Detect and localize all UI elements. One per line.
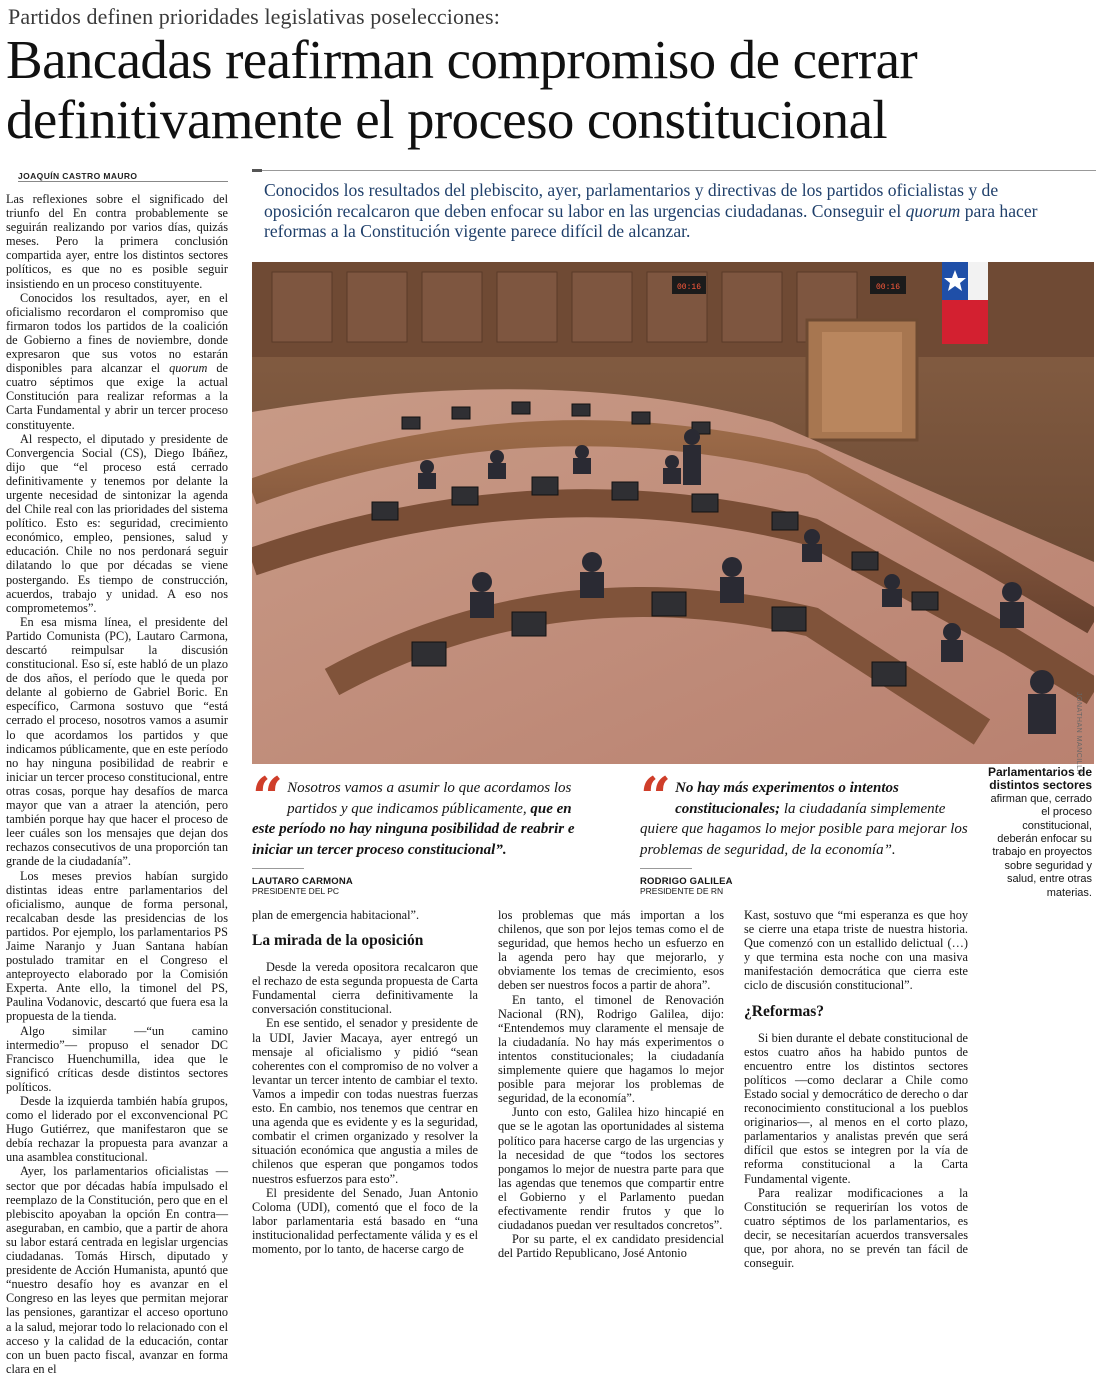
paragraph: Ayer, los parlamentarios oficialistas —sector que por décadas había impulsado el reemplazo de la Constitución, pero que en el plebiscito apoyaban la opción En contra— aseguraban, en cambio, que a partir de ahora su labor estará centrada en legislar urgencias ciudadanas. Tomás Hirsch, diputado y presidente de Acción Humanista, apuntó que “nuestro desafío hoy es avanzar en el Congreso en las leyes que permitan mejorar las pensiones, garantizar el acceso oportuno a la salud, mejorar todo lo relacionado con el acceso y la calidad de la educación, contar con un buen pacto fiscal, avanzar en forma clara en el [6,1164,228,1376]
paragraph: Algo similar —“un camino intermedio”— propuso el senador DC Francisco Huenchumilla, idea que le significó críticas desde distintos sectores políticos. [6,1023,228,1094]
paragraph: Desde la izquierda también había grupos, como el liderado por el exconvencional PC Hugo Gutiérrez, que manifestaron que se debía rechazar la propuesta para avanzar a una asamblea constitucional. [6,1094,228,1165]
quote-mark-icon: “ [640,765,672,829]
article-column-4 [744,908,968,1270]
caption-title: Parlamentarios de distintos sectores [987,765,1092,793]
paragraph: Por su parte, el ex candidato presidencial del Partido Republicano, José Antonio [498,1232,724,1261]
paragraph: Desde la vereda opositora recalcaron que el rechazo de esta segunda propuesta de Carta Fundamental cierra definitivamente la conversación constitucional. [252,960,478,1017]
article-column-2 [252,908,478,1256]
paragraph: Conocidos los resultados, ayer, en el oficialismo recordaron el compromiso que firmaron todos los partidos de la coalición de Gobierno a fines de noviembre, donde expresaron que sus votos no estarán disponibles para alcanzar el quorum de cuatro séptimos que exige la actual Constitución para realizar reformas a la Carta Fundamental y abrir un tercer proceso constituyente. [6,290,228,432]
quote-attribution-carmona: LAUTARO CARMONA PRESIDENTE DEL PC [252,876,353,896]
paragraph: Al respecto, el diputado y presidente de Convergencia Social (CS), Diego Ibáñez, dijo que “el proceso está cerrado definitivamente y tenemos por delante la urgente necesidad de sintonizar la agenda del Chile real con las prioridades del sistema político. Esto es: seguridad, crecimiento económico, empleo, pensiones, salud y educación. Chile no nos perdonará seguir dilatando lo que por décadas se viene postergando. Es tiempo de construcción, acuerdos, trabajo y unidad. A eso nos comprometemos”. [6,431,228,615]
paragraph: los problemas que más importan a los chilenos, que son por lejos temas como el de seguridad, que hemos hecho un esfuerzo en la agenda pero hay que mejorarlo, y obviamente los temas de crecimiento, esos deben ser nuestros focos a partir de ahora”. [498,908,724,993]
quote-attribution-galilea: RODRIGO GALILEA PRESIDENTE DE RN [640,876,733,896]
kicker: Partidos definen prioridades legislativas poselecciones: [8,4,500,29]
lede-top-rule [252,170,1096,171]
headline: Bancadas reafirman compromiso de cerrar definitivamente el proceso constitucional [6,29,918,150]
quote-rule-2 [640,868,692,869]
pull-quote-galilea: “ No hay más experimentos o intentos constitucionales; la ciudadanía simplemente quiere que hagamos lo mejor posible para mejorar los problemas de seguridad, de la economía”. [640,765,968,858]
lede-italic: quorum [905,200,961,221]
byline-rule [18,181,228,182]
paragraph: Kast, sostuvo que “mi esperanza es que hoy se cierre una etapa triste de nuestra historia. Que comenzó con un estallido delictual (…) y que termina esta noche con una masiva manifestación democrática que cierra este ciclo de discusión constitucional”. [744,908,968,993]
photo-credit: JONATHAN MANCILLA [1075,692,1082,775]
quote-rule-1 [252,868,304,869]
paragraph: En tanto, el timonel de Renovación Nacional (RN), Rodrigo Galilea, dijo: “Entendemos muy claramente el mensaje de la ciudadanía. No hay más experimentos o intentos constitucionales; la ciudadanía simplemente quiere que hagamos lo mejor posible para mejorar los problemas de seguridad, de la economía”. [498,992,724,1106]
byline: JOAQUÍN CASTRO MAURO [18,171,138,181]
paragraph: Si bien durante el debate constitucional de estos cuatro años ha habido puntos de encuentro entre los distintos sectores políticos —como declarar a Chile como Estado social y democrático de derecho o dar reconocimiento constitucional a los pueblos originarios—, al menos en el corto plazo, parlamentarios y analistas prevén que será difícil que estos se integren por la vía de reforma constitucional a la Carta Fundamental vigente. [744,1030,968,1186]
timer-left: 00:16 [676,283,702,292]
paragraph: plan de emergencia habitacional”. [252,908,420,922]
caption-text: afirman que, cerrado el proceso constitucional, deberán enfocar su trabajo en proyectos sobre seguridad y salud, entre otras materias. [990,792,1092,899]
pull-quote-carmona: “ Nosotros vamos a asumir lo que acordamos los partidos y que indicamos públicamente, que en este período no hay ninguna posibilidad de reabrir e iniciar un tercer proceso constitucional”. [252,765,575,858]
paragraph: El presidente del Senado, Juan Antonio Coloma (UDI), comentó que el foco de la labor parlamentaria está basado en “una institucionalidad perfectamente válida y es el momento, por lo tanto, de hacerse cargo de [252,1185,478,1256]
photo-caption [980,766,1092,900]
timer-right: 00:16 [875,283,901,292]
paragraph: Los meses previos habían surgido distintas ideas entre parlamentarios del oficialismo, aunque de forma personal, recalcaban desde las presidencias de los partidos. Por ejemplo, los parlamentarios PS Jaime Naranjo y Juan Santana habían postulado tramitar en el Congreso el anteproyecto elaborado por la Comisión Experta. Ante ello, la timonel del PS, Paulina Vodanovic, descartó que fuera esa la propuesta de la tienda. [6,868,228,1024]
subhead-oposicion: La mirada de la oposición [252,932,424,950]
paragraph: Las reflexiones sobre el significado del triunfo del En contra probablemente se seguirán realizando por varios días, quizás meses. Pero la primera conclusión compartida ayer, entre los distintos sectores políticos, es que no es posible seguir insistiendo en un proceso constituyente. [6,192,228,291]
photo-senate-chamber [252,262,1094,764]
article-column-1 [6,192,228,1376]
quote-mark-icon: “ [252,765,284,829]
subhead-reformas: ¿Reformas? [744,1002,825,1020]
paragraph: En ese sentido, el senador y presidente de la UDI, Javier Macaya, ayer entregó un mensaje al oficialismo y pidió “sean coherentes con el compromiso de no volver a levantar un tercer intento de cambiar el texto. Vamos a impedir con todas nuestras fuerzas esto. En cambio, nos tenemos que centrar en una agenda que es evidente y es la seguridad, combatir el crimen organizado y resolver la situación económica que angustia a miles de chilenos que esperan que pongamos todos nuestros esfuerzos para esto”. [252,1016,478,1186]
paragraph: En esa misma línea, el presidente del Partido Comunista (PC), Lautaro Carmona, descartó reimpulsar la discusión constitucional. Eso sí, este habló de un plazo de dos años, el período que le queda por delante al gobierno de Gabriel Boric. En específico, Carmona sostuvo que “está cerrado el proceso, nosotros vamos a asumir lo que acordamos los partidos y que indicamos públicamente, que en este período no hay ninguna posibilidad de reabrir e iniciar un tercer proceso constitucional, entre otras cosas, porque hay desafíos de marca mayor que van a atraer la atención, pero también porque hay que hacer el proceso de leer cuáles son los mensajes que dejan dos rechazos consecutivos de una proporción tan grande de la ciudadanía”. [6,614,228,869]
chamber-illustration [252,262,1094,764]
article-column-3 [498,908,724,1260]
paragraph: Para realizar modificaciones a la Constitución se requerirían los votos de cuatro séptimos de los parlamentarios, es decir, se necesitarían acuerdos transversales que, por ahora, no se prevén tan fácil de conseguir. [744,1185,968,1271]
paragraph: Junto con esto, Galilea hizo hincapié en que se le agotan las oportunidades al sistema político para hacerse cargo de las urgencias y la necesidad de que “todos los sectores pongamos lo mejor de nuestra parte para que las agendas que tenemos que compartir entre el Gobierno y el Parlamento puedan efectivamente rendir frutos y que lo ciudadanos puedan ver resultados concretos”. [498,1105,724,1233]
lede: Conocidos los resultados del plebiscito, ayer, parlamentarios y directivas de los partidos oficialistas y de oposición recalcaron que deben enfocar su labor en las urgencias ciudadanas. Conseguir el quorum para hacer reformas a la Constitución vigente parece difícil de alcanzar. [264,180,1038,241]
